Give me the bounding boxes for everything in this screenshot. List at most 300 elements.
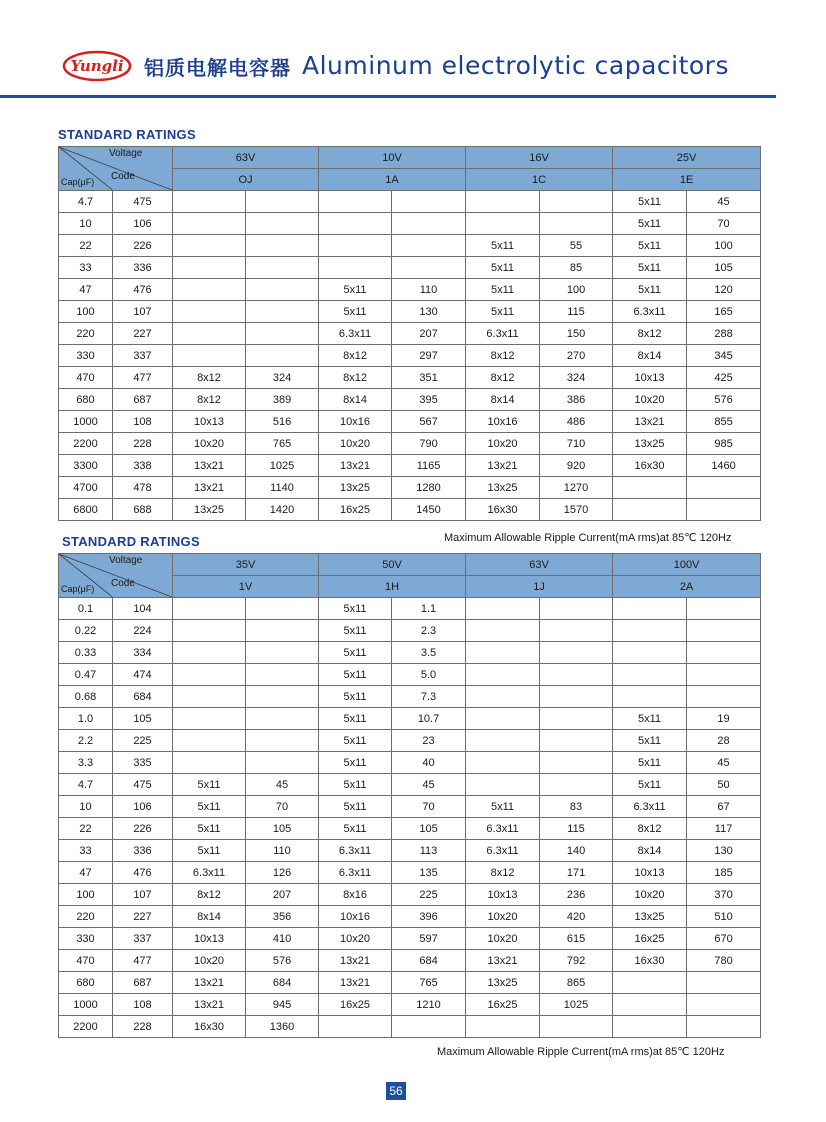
capacitance-cell: 4.7 (59, 774, 113, 796)
ripple-current-cell: 70 (246, 796, 319, 818)
case-size-cell: 13x21 (173, 972, 246, 994)
ripple-current-cell (246, 257, 319, 279)
ripple-current-cell (246, 213, 319, 235)
ripple-current-cell: 45 (246, 774, 319, 796)
case-size-cell: 8x16 (319, 884, 392, 906)
ripple-note-2: Maximum Allowable Ripple Current(mA rms)at 85℃ 120Hz (437, 1046, 725, 1058)
table-row (59, 862, 761, 884)
ripple-current-cell: 710 (540, 433, 613, 455)
code-cell: 335 (113, 752, 173, 774)
ripple-current-cell: 7.3 (392, 686, 466, 708)
ripple-current-cell: 100 (687, 235, 761, 257)
yungli-logo (62, 50, 132, 82)
ripple-current-cell: 985 (687, 433, 761, 455)
ripple-current-cell: 10.7 (392, 708, 466, 730)
ripple-current-cell: 288 (687, 323, 761, 345)
ripple-current-cell: 105 (687, 257, 761, 279)
case-size-cell: 5x11 (613, 191, 687, 213)
ripple-current-cell (540, 620, 613, 642)
code-cell: 478 (113, 477, 173, 499)
ripple-current-cell: 324 (540, 367, 613, 389)
ripple-current-cell (246, 235, 319, 257)
ripple-current-cell: 45 (687, 191, 761, 213)
table-row (59, 906, 761, 928)
case-size-cell (319, 191, 392, 213)
capacitance-cell: 1000 (59, 994, 113, 1016)
case-size-cell (173, 301, 246, 323)
ripple-current-cell: 1.1 (392, 598, 466, 620)
table-row (59, 818, 761, 840)
voltage-label: Voltage (109, 555, 143, 566)
table-row (59, 598, 761, 620)
ripple-current-cell: 2.3 (392, 620, 466, 642)
code-cell: 105 (113, 708, 173, 730)
ripple-current-cell: 110 (246, 840, 319, 862)
code-cell: 684 (113, 686, 173, 708)
table-row (59, 730, 761, 752)
ripple-current-cell: 225 (392, 884, 466, 906)
capacitance-cell: 680 (59, 972, 113, 994)
ripple-current-cell: 70 (392, 796, 466, 818)
case-size-cell: 8x14 (466, 389, 540, 411)
table-row (59, 389, 761, 411)
case-size-cell: 8x12 (319, 367, 392, 389)
code-cell: 337 (113, 345, 173, 367)
ripple-current-cell: 70 (687, 213, 761, 235)
table-row (59, 950, 761, 972)
case-size-cell: 5x11 (613, 752, 687, 774)
section1-title: STANDARD RATINGS (58, 127, 196, 142)
case-size-cell: 6.3x11 (466, 818, 540, 840)
voltage-header: 25V (613, 147, 761, 169)
ripple-current-cell: 55 (540, 235, 613, 257)
case-size-cell (613, 477, 687, 499)
ripple-current-cell (687, 477, 761, 499)
capacitance-cell: 220 (59, 323, 113, 345)
capacitance-cell: 22 (59, 235, 113, 257)
ripple-current-cell: 297 (392, 345, 466, 367)
ripple-current-cell: 386 (540, 389, 613, 411)
case-size-cell: 13x25 (466, 972, 540, 994)
case-size-cell (173, 235, 246, 257)
capacitance-cell: 0.1 (59, 598, 113, 620)
case-size-cell (173, 279, 246, 301)
code-header: 1J (466, 576, 613, 598)
ripple-current-cell: 510 (687, 906, 761, 928)
code-cell: 477 (113, 367, 173, 389)
ripple-current-cell: 420 (540, 906, 613, 928)
voltage-header: 63V (173, 147, 319, 169)
ripple-current-cell: 40 (392, 752, 466, 774)
code-cell: 475 (113, 774, 173, 796)
table-row (59, 433, 761, 455)
capacitance-cell: 220 (59, 906, 113, 928)
ripple-current-cell: 389 (246, 389, 319, 411)
case-size-cell: 13x21 (173, 455, 246, 477)
case-size-cell: 13x25 (173, 499, 246, 521)
case-size-cell: 5x11 (319, 686, 392, 708)
case-size-cell: 5x11 (613, 708, 687, 730)
case-size-cell: 8x12 (466, 367, 540, 389)
case-size-cell: 8x12 (173, 884, 246, 906)
table-row (59, 477, 761, 499)
code-cell: 224 (113, 620, 173, 642)
ripple-current-cell: 1280 (392, 477, 466, 499)
ripple-current-cell: 115 (540, 818, 613, 840)
ripple-current-cell: 45 (392, 774, 466, 796)
ripple-current-cell (246, 664, 319, 686)
code-cell: 336 (113, 257, 173, 279)
ripple-current-cell: 576 (246, 950, 319, 972)
ripple-current-cell (392, 191, 466, 213)
case-size-cell (319, 257, 392, 279)
ripple-current-cell: 790 (392, 433, 466, 455)
ripple-current-cell: 130 (392, 301, 466, 323)
code-cell: 338 (113, 455, 173, 477)
ripple-current-cell (687, 686, 761, 708)
ripple-current-cell: 126 (246, 862, 319, 884)
ripple-current-cell: 270 (540, 345, 613, 367)
table-row (59, 774, 761, 796)
case-size-cell: 8x14 (173, 906, 246, 928)
code-cell: 106 (113, 213, 173, 235)
capacitance-cell: 330 (59, 928, 113, 950)
ripple-current-cell (687, 598, 761, 620)
ripple-current-cell: 1360 (246, 1016, 319, 1038)
code-cell: 107 (113, 884, 173, 906)
case-size-cell: 10x20 (466, 928, 540, 950)
capacitance-cell: 0.22 (59, 620, 113, 642)
case-size-cell: 5x11 (319, 620, 392, 642)
case-size-cell: 5x11 (466, 301, 540, 323)
logo-text: Yungli (70, 57, 124, 75)
page-header (0, 0, 826, 100)
voltage-header: 100V (613, 554, 761, 576)
code-cell: 104 (113, 598, 173, 620)
code-header: 1V (173, 576, 319, 598)
ripple-current-cell: 140 (540, 840, 613, 862)
case-size-cell (466, 1016, 540, 1038)
ripple-current-cell: 28 (687, 730, 761, 752)
ripple-current-cell: 19 (687, 708, 761, 730)
ripple-current-cell: 865 (540, 972, 613, 994)
case-size-cell (613, 620, 687, 642)
ripple-current-cell: 670 (687, 928, 761, 950)
ripple-current-cell: 1420 (246, 499, 319, 521)
case-size-cell: 6.3x11 (319, 323, 392, 345)
case-size-cell: 13x25 (466, 477, 540, 499)
case-size-cell (613, 642, 687, 664)
code-cell: 476 (113, 279, 173, 301)
capacitance-cell: 1.0 (59, 708, 113, 730)
section2-title: STANDARD RATINGS (62, 534, 200, 549)
table-row (59, 994, 761, 1016)
ripple-current-cell: 1025 (540, 994, 613, 1016)
code-label: Code (111, 171, 135, 182)
ripple-current-cell: 150 (540, 323, 613, 345)
case-size-cell (319, 213, 392, 235)
code-cell: 336 (113, 840, 173, 862)
case-size-cell: 16x25 (613, 928, 687, 950)
ripple-current-cell: 351 (392, 367, 466, 389)
ripple-current-cell: 684 (246, 972, 319, 994)
ripple-current-cell: 1270 (540, 477, 613, 499)
code-cell: 688 (113, 499, 173, 521)
ripple-current-cell: 765 (246, 433, 319, 455)
case-size-cell (613, 598, 687, 620)
ripple-current-cell (246, 642, 319, 664)
case-size-cell (613, 972, 687, 994)
table-row (59, 323, 761, 345)
ripple-current-cell: 110 (392, 279, 466, 301)
case-size-cell: 5x11 (613, 774, 687, 796)
case-size-cell (466, 620, 540, 642)
case-size-cell (319, 1016, 392, 1038)
ripple-current-cell (246, 345, 319, 367)
ripple-current-cell (540, 686, 613, 708)
case-size-cell: 5x11 (173, 818, 246, 840)
code-cell: 687 (113, 389, 173, 411)
ripple-current-cell: 597 (392, 928, 466, 950)
code-cell: 687 (113, 972, 173, 994)
case-size-cell: 10x20 (319, 433, 392, 455)
ripple-current-cell: 185 (687, 862, 761, 884)
code-header: 1E (613, 169, 761, 191)
case-size-cell: 13x21 (173, 477, 246, 499)
case-size-cell (466, 752, 540, 774)
case-size-cell: 5x11 (173, 796, 246, 818)
case-size-cell: 13x21 (319, 950, 392, 972)
case-size-cell (466, 774, 540, 796)
ripple-current-cell: 207 (392, 323, 466, 345)
table-row (59, 664, 761, 686)
table-row (59, 796, 761, 818)
case-size-cell (173, 345, 246, 367)
ripple-current-cell: 920 (540, 455, 613, 477)
table-row (59, 499, 761, 521)
page-number: 56 (386, 1082, 406, 1100)
case-size-cell: 6.3x11 (173, 862, 246, 884)
case-size-cell: 5x11 (319, 796, 392, 818)
ripple-current-cell (687, 642, 761, 664)
case-size-cell: 8x14 (613, 840, 687, 862)
ripple-current-cell: 45 (687, 752, 761, 774)
ripple-current-cell: 1210 (392, 994, 466, 1016)
ripple-current-cell: 615 (540, 928, 613, 950)
capacitance-cell: 470 (59, 367, 113, 389)
case-size-cell (613, 499, 687, 521)
code-cell: 228 (113, 1016, 173, 1038)
table-row (59, 257, 761, 279)
case-size-cell (173, 323, 246, 345)
capacitance-cell: 47 (59, 279, 113, 301)
case-size-cell: 10x20 (613, 884, 687, 906)
code-cell: 475 (113, 191, 173, 213)
ripple-current-cell: 425 (687, 367, 761, 389)
case-size-cell (466, 664, 540, 686)
code-cell: 334 (113, 642, 173, 664)
ripple-current-cell: 120 (687, 279, 761, 301)
ratings-table-2 (58, 553, 761, 1038)
ripple-current-cell: 113 (392, 840, 466, 862)
voltage-header: 16V (466, 147, 613, 169)
ripple-current-cell: 486 (540, 411, 613, 433)
case-size-cell: 8x12 (319, 345, 392, 367)
code-cell: 227 (113, 323, 173, 345)
voltage-header: 63V (466, 554, 613, 576)
case-size-cell: 13x21 (173, 994, 246, 1016)
ripple-current-cell: 396 (392, 906, 466, 928)
ripple-current-cell: 117 (687, 818, 761, 840)
title-english: Aluminum electrolytic capacitors (302, 51, 729, 80)
case-size-cell: 10x20 (319, 928, 392, 950)
case-size-cell: 16x30 (466, 499, 540, 521)
capacitance-cell: 680 (59, 389, 113, 411)
ripple-current-cell: 5.0 (392, 664, 466, 686)
case-size-cell: 6.3x11 (466, 323, 540, 345)
case-size-cell (613, 1016, 687, 1038)
case-size-cell: 5x11 (319, 642, 392, 664)
voltage-header: 35V (173, 554, 319, 576)
ripple-current-cell (392, 213, 466, 235)
case-size-cell: 13x21 (319, 972, 392, 994)
ripple-current-cell (687, 620, 761, 642)
code-cell: 108 (113, 994, 173, 1016)
capacitance-cell: 0.68 (59, 686, 113, 708)
ripple-current-cell: 395 (392, 389, 466, 411)
ripple-current-cell (687, 1016, 761, 1038)
case-size-cell: 5x11 (466, 796, 540, 818)
capacitance-cell: 470 (59, 950, 113, 972)
case-size-cell: 8x12 (173, 389, 246, 411)
code-header: 1C (466, 169, 613, 191)
ripple-current-cell: 115 (540, 301, 613, 323)
case-size-cell (173, 708, 246, 730)
ripple-current-cell: 516 (246, 411, 319, 433)
ripple-current-cell (246, 686, 319, 708)
case-size-cell: 5x11 (319, 664, 392, 686)
capacitance-cell: 100 (59, 301, 113, 323)
case-size-cell: 6.3x11 (319, 862, 392, 884)
capacitance-cell: 330 (59, 345, 113, 367)
ripple-current-cell (540, 191, 613, 213)
case-size-cell: 5x11 (613, 730, 687, 752)
table-row (59, 235, 761, 257)
case-size-cell: 6.3x11 (319, 840, 392, 862)
case-size-cell (466, 213, 540, 235)
capacitance-cell: 0.33 (59, 642, 113, 664)
capacitance-cell: 1000 (59, 411, 113, 433)
code-cell: 337 (113, 928, 173, 950)
case-size-cell: 13x25 (613, 906, 687, 928)
table-corner-header (59, 554, 173, 598)
case-size-cell (466, 708, 540, 730)
case-size-cell: 10x20 (466, 906, 540, 928)
ripple-current-cell: 410 (246, 928, 319, 950)
code-header: 1A (319, 169, 466, 191)
ripple-current-cell: 356 (246, 906, 319, 928)
table-row (59, 411, 761, 433)
case-size-cell: 13x21 (466, 455, 540, 477)
capacitance-cell: 10 (59, 213, 113, 235)
case-size-cell: 10x20 (613, 389, 687, 411)
capacitance-cell: 2.2 (59, 730, 113, 752)
case-size-cell (319, 235, 392, 257)
ripple-current-cell: 945 (246, 994, 319, 1016)
ripple-current-cell: 50 (687, 774, 761, 796)
ripple-current-cell (540, 730, 613, 752)
case-size-cell (173, 752, 246, 774)
capacitance-cell: 4700 (59, 477, 113, 499)
ripple-current-cell: 67 (687, 796, 761, 818)
case-size-cell (173, 642, 246, 664)
case-size-cell: 10x13 (466, 884, 540, 906)
code-cell: 477 (113, 950, 173, 972)
table-corner-header (59, 147, 173, 191)
case-size-cell: 5x11 (613, 235, 687, 257)
case-size-cell: 6.3x11 (466, 840, 540, 862)
table-row (59, 191, 761, 213)
ripple-current-cell (687, 499, 761, 521)
case-size-cell: 5x11 (319, 730, 392, 752)
table-row (59, 345, 761, 367)
capacitance-cell: 3.3 (59, 752, 113, 774)
case-size-cell: 16x30 (173, 1016, 246, 1038)
case-size-cell: 13x25 (613, 433, 687, 455)
case-size-cell (173, 191, 246, 213)
ripple-current-cell: 1460 (687, 455, 761, 477)
code-header: 1H (319, 576, 466, 598)
case-size-cell: 13x21 (319, 455, 392, 477)
case-size-cell: 5x11 (466, 257, 540, 279)
capacitance-cell: 0.47 (59, 664, 113, 686)
capacitance-cell: 33 (59, 840, 113, 862)
case-size-cell: 10x16 (319, 411, 392, 433)
case-size-cell (173, 730, 246, 752)
case-size-cell: 5x11 (613, 213, 687, 235)
capacitance-cell: 10 (59, 796, 113, 818)
title-chinese: 铝质电解电容器 (144, 56, 291, 80)
ripple-current-cell: 1025 (246, 455, 319, 477)
capacitance-cell: 2200 (59, 1016, 113, 1038)
ripple-current-cell (246, 598, 319, 620)
case-size-cell: 16x25 (466, 994, 540, 1016)
case-size-cell (466, 642, 540, 664)
case-size-cell (173, 257, 246, 279)
case-size-cell: 10x20 (173, 950, 246, 972)
table-row (59, 367, 761, 389)
code-cell: 107 (113, 301, 173, 323)
code-cell: 225 (113, 730, 173, 752)
case-size-cell: 13x25 (319, 477, 392, 499)
table-row (59, 686, 761, 708)
case-size-cell: 16x25 (319, 499, 392, 521)
ripple-current-cell: 1570 (540, 499, 613, 521)
code-cell: 474 (113, 664, 173, 686)
capacitance-cell: 2200 (59, 433, 113, 455)
ripple-current-cell (540, 708, 613, 730)
code-header: 2A (613, 576, 761, 598)
ripple-current-cell: 171 (540, 862, 613, 884)
ripple-current-cell (246, 752, 319, 774)
ripple-current-cell (246, 730, 319, 752)
case-size-cell (173, 620, 246, 642)
case-size-cell: 5x11 (466, 279, 540, 301)
capacitance-cell: 4.7 (59, 191, 113, 213)
ripple-current-cell (540, 774, 613, 796)
capacitance-label: Cap(μF) (61, 584, 95, 594)
ripple-current-cell: 684 (392, 950, 466, 972)
